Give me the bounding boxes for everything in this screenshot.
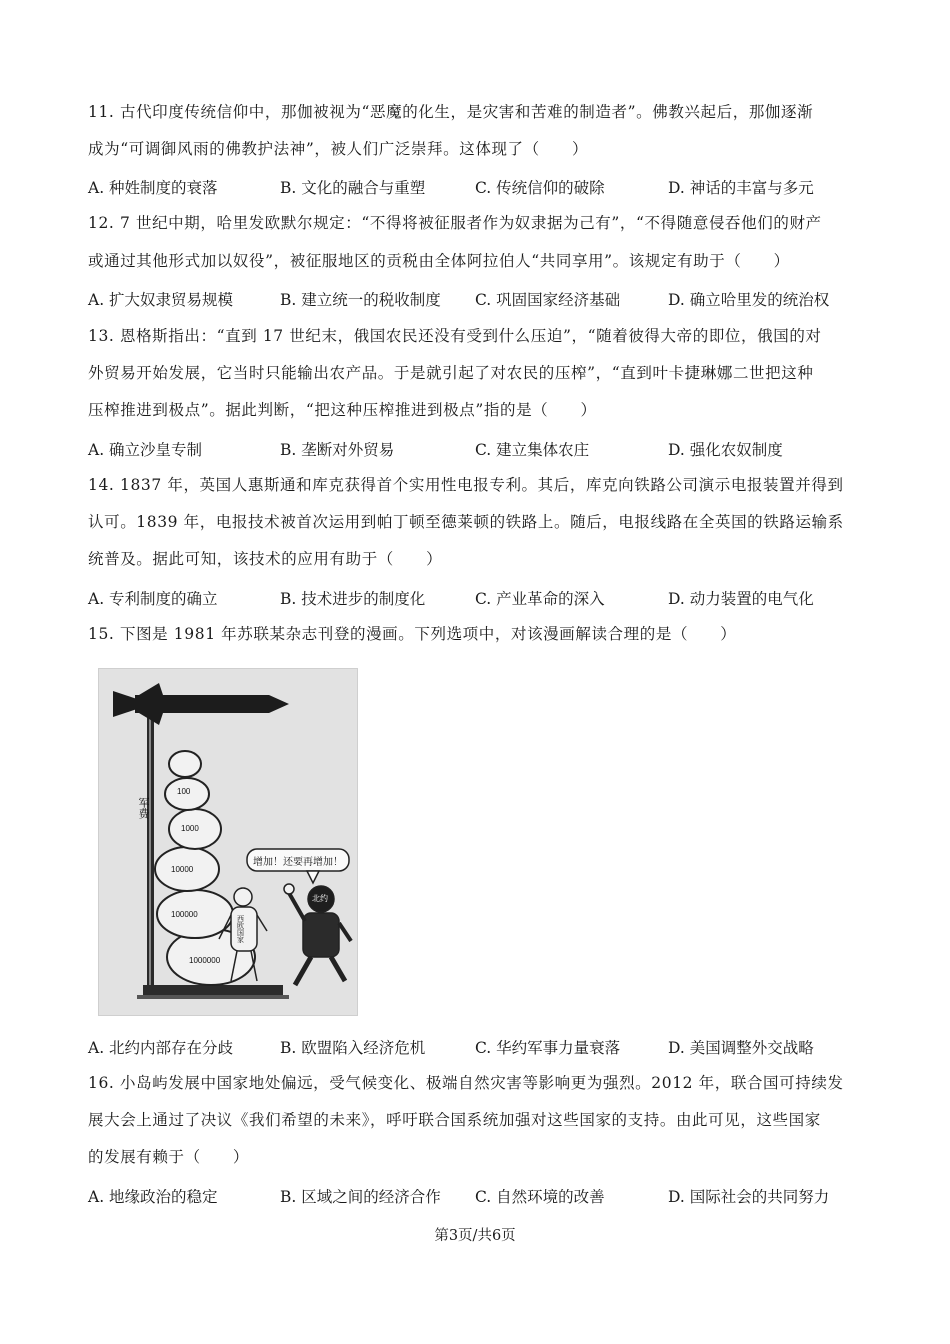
q11-stem-line1: 11. 古代印度传统信仰中，那伽被视为“恶魔的化生，是灾害和苦难的制造者”。佛教兴起后，那伽逐渐	[88, 103, 814, 121]
q13-options	[88, 438, 888, 460]
q16-option-b[interactable]: B. 区域之间的经济合作	[280, 1188, 441, 1206]
q15-option-c[interactable]: C. 华约军事力量衰落	[475, 1039, 621, 1057]
q11-option-b[interactable]: B. 文化的融合与重塑	[280, 179, 426, 197]
q16-stem-line2: 展大会上通过了决议《我们希望的未来》，呼吁联合国系统加强对这些国家的支持。由此可见，这些国家	[88, 1111, 821, 1129]
bag-label-1: 100	[177, 787, 191, 796]
q15-option-b[interactable]: B. 欧盟陷入经济危机	[280, 1039, 426, 1057]
speech-text: 增加！还要再增加！	[253, 857, 343, 868]
q16-options	[88, 1185, 888, 1207]
q12-option-c[interactable]: C. 巩固国家经济基础	[475, 291, 621, 309]
q15-options	[88, 1036, 888, 1058]
q12-option-b[interactable]: B. 建立统一的税收制度	[280, 291, 441, 309]
q14-options	[88, 587, 888, 609]
q12-stem-line1: 12. 7 世纪中期，哈里发欧默尔规定：“不得将被征服者作为奴隶据为己有”，“不得随意侵吞他们的财产	[88, 214, 822, 232]
q11-options	[88, 176, 888, 198]
q16-option-d[interactable]: D. 国际社会的共同努力	[668, 1188, 830, 1206]
bag-label-4: 100000	[171, 910, 198, 919]
q11-stem-line2: 成为“可调御风雨的佛教护法神”，被人们广泛崇拜。这体现了（ ）	[88, 140, 589, 158]
bag-label-3: 10000	[171, 865, 194, 874]
q14-option-d[interactable]: D. 动力装置的电气化	[668, 590, 814, 608]
page-number-footer: 第3页/共6页	[434, 1228, 516, 1244]
q13-option-c[interactable]: C. 建立集体农庄	[475, 441, 590, 459]
q15-option-d[interactable]: D. 美国调整外交战略	[668, 1039, 814, 1057]
q16-option-a[interactable]: A. 地缘政治的稳定	[88, 1188, 218, 1206]
bag-label-2: 1000	[181, 824, 199, 833]
q11-option-a[interactable]: A. 种姓制度的衰落	[88, 179, 218, 197]
helmet-label: 北约	[312, 894, 328, 903]
q11-option-d[interactable]: D. 神话的丰富与多元	[668, 179, 814, 197]
q14-option-a[interactable]: A. 专利制度的确立	[88, 590, 218, 608]
q12-stem-line2: 或通过其他形式加以奴役”，被征服地区的贡税由全体阿拉伯人“共同享用”。该规定有助于（ ）	[88, 252, 790, 270]
q15-stem-line1: 15. 下图是 1981 年苏联某杂志刊登的漫画。下列选项中，对该漫画解读合理的是（ ）	[88, 625, 737, 643]
q13-option-a[interactable]: A. 确立沙皇专制	[88, 441, 203, 459]
soviet-cartoon-image	[98, 668, 358, 1016]
q14-option-c[interactable]: C. 产业革命的深入	[475, 590, 605, 608]
q14-stem-line3: 统普及。据此可知，该技术的应用有助于（ ）	[88, 550, 443, 568]
q13-option-b[interactable]: B. 垄断对外贸易	[280, 441, 395, 459]
q14-option-b[interactable]: B. 技术进步的制度化	[280, 590, 426, 608]
q13-option-d[interactable]: D. 强化农奴制度	[668, 441, 783, 459]
q16-stem-line3: 的发展有赖于（ ）	[88, 1148, 250, 1166]
q11-option-c[interactable]: C. 传统信仰的破除	[475, 179, 605, 197]
q13-stem-line3: 压榨推进到极点”。据此判断，“把这种压榨推进到极点”指的是（ ）	[88, 401, 597, 419]
q13-stem-line1: 13. 恩格斯指出：“直到 17 世纪末，俄国农民还没有受到什么压迫”，“随着彼得大帝的即位，俄国的对	[88, 327, 822, 345]
q13-stem-line2: 外贸易开始发展，它当时只能输出农产品。于是就引起了对农民的压榨”，“直到叶卡捷琳娜二世把这种	[88, 364, 814, 382]
q12-options	[88, 288, 888, 310]
body-label: 西欧国家	[236, 915, 244, 943]
q14-stem-line1: 14. 1837 年，英国人惠斯通和库克获得首个实用性电报专利。其后，库克向铁路公司演示电报装置并得到	[88, 476, 844, 494]
q12-option-a[interactable]: A. 扩大奴隶贸易规模	[88, 291, 234, 309]
q16-stem-line1: 16. 小岛屿发展中国家地处偏远，受气候变化、极端自然灾害等影响更为强烈。2012 年，联合国可持续发	[88, 1074, 844, 1092]
pole-label: 军费	[137, 797, 149, 819]
bag-label-5: 1000000	[189, 956, 221, 965]
q16-option-c[interactable]: C. 自然环境的改善	[475, 1188, 605, 1206]
q15-option-a[interactable]: A. 北约内部存在分歧	[88, 1039, 234, 1057]
q14-stem-line2: 认可。1839 年，电报技术被首次运用到帕丁顿至德莱顿的铁路上。随后，电报线路在全英国的铁路运输系	[88, 513, 844, 531]
q12-option-d[interactable]: D. 确立哈里发的统治权	[668, 291, 830, 309]
